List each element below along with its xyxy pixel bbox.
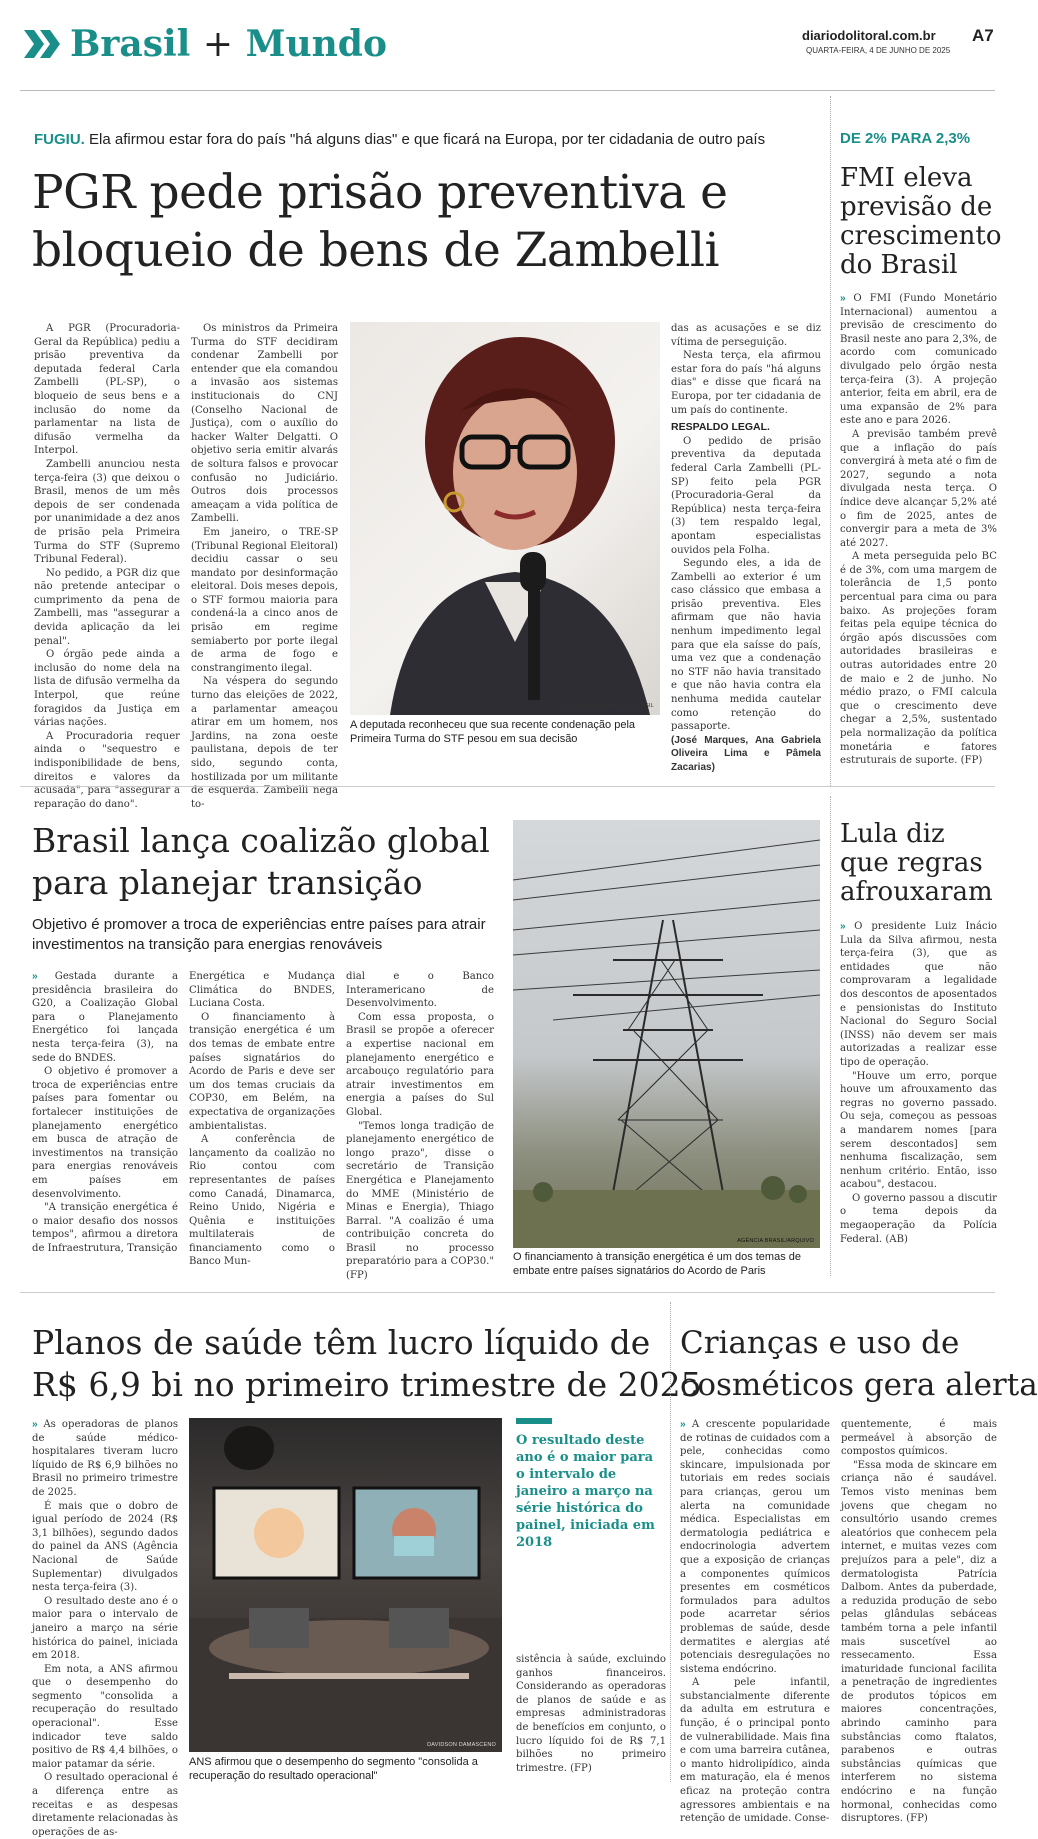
- story1-caption: A deputada reconheceu que sua recente condenação pela Primeira Turma do STF pesou em sua decisão: [350, 719, 636, 745]
- chevron-right-icon: [24, 28, 64, 60]
- story3-col1: » Gestada durante a presidência brasileira do G20, a Coalização Global para o Planejamento Energético foi lançada nesta terça-feira (3), na sede do BNDES. O objetivo é promover a troca de experiências entre países para fomentar ou fortalecer instituições de planejamento energético em busca de atração de investimentos na transição para energias renováveis em países em desenvolvimento. "A transição energética é o maior desafio dos nossos tempos", afirmou a diretora de Infraestrutura, Transição: [32, 971, 178, 1254]
- bottom-divider: [670, 1302, 671, 1782]
- arrow-marker-icon: »: [32, 971, 55, 982]
- story3-photo-credit: AGÊNCIA BRASIL/ARQUIVO: [737, 1238, 814, 1244]
- page-date: QUARTA-FEIRA, 4 DE JUNHO DE 2025: [806, 46, 951, 55]
- zambelli-photo: [350, 322, 660, 715]
- right-column-divider-2: [830, 796, 831, 1276]
- arrow-marker-icon: »: [840, 921, 855, 932]
- divider-row3: [20, 1292, 995, 1293]
- story3-col3: dial e o Banco Interamericano de Desenvolvimento. Com essa proposta, o Brasil se propõe a oferecer a expertise nacional em planejamento energético e arcabouço regulatório para atrair investimentos em energia a países do Sul Global. "Temos longa tradição de planejamento energético de longo prazo", disse o secretário de Transição Energética e Planejamento do MME (Ministério de Minas e Energia), Thiago Barral. "A coalizão é uma contribuição concreta do Brasil no processo preparatório para a COP30." (FP): [346, 971, 494, 1282]
- story2-headline: FMI eleva previsão de crescimento do Brasil: [840, 163, 1002, 280]
- story5-col3: sistência à saúde, excluindo ganhos financeiros. Considerando as operadoras de planos de saúde e as empresas administradoras de benefícios em conjunto, o lucro líquido foi de R$ 7,1 bilhões no primeiro trimestre. (FP): [516, 1654, 666, 1774]
- story4-headline: Lula diz que regras afrouxaram: [840, 819, 993, 907]
- story5-pullquote: O resultado deste ano é o maior para o intervalo de janeiro a março na série histórica do painel, iniciada em 2018: [516, 1433, 655, 1550]
- story1-headline: [32, 164, 832, 280]
- pullquote-bar: [516, 1418, 552, 1424]
- header-rule: [20, 90, 995, 91]
- ans-meeting-photo: [189, 1418, 502, 1752]
- story5-col1: » As operadoras de planos de saúde médico-hospitalares tiveram lucro líquido de R$ 6,9 bilhões no Brasil no primeiro trimestre de 2025. É mais que o dobro de igual período de 2024 (R$ 3,1 bilhões), segundo dados do painel da ANS (Agência Nacional de Saúde Suplementar) divulgados nesta terça-feira (3). O resultado deste ano é o maior para o intervalo de janeiro a março na série histórica do painel, iniciada em 2018. Em nota, a ANS afirmou que o desempenho do segmento "consolida a recuperação do resultado operacional". Esse indicador teve saldo positivo de R$ 4,4 bilhões, o maior patamar da série. O resultado operacional é a diferença entre as receitas e as despesas diretamente relacionadas às operações de as-: [32, 1419, 178, 1838]
- right-column-divider: [830, 96, 831, 786]
- section-header: [20, 22, 1000, 72]
- story3-deck: Objetivo é promover a troca de experiências entre países para atrair investimentos na transição para energias renováveis: [32, 916, 486, 953]
- story2-kicker: DE 2% PARA 2,3%: [840, 130, 971, 147]
- story3-caption: O financiamento à transição energética é um dos temas de embate entre países signatários do Acordo de Paris: [513, 1251, 801, 1277]
- story1-kicker-text: Ela afirmou estar fora do país "há alguns dias" e que ficará na Europa, por ter cidadania de outro país: [89, 131, 766, 148]
- story1-kicker: FUGIU.: [34, 131, 85, 148]
- story5-caption: ANS afirmou que o desempenho do segmento "consolida a recuperação do resultado operacional": [189, 1756, 478, 1782]
- story3-headline: Brasil lança coalizão global para planejar transição: [32, 821, 490, 902]
- arrow-marker-icon: »: [840, 293, 854, 304]
- arrow-marker-icon: »: [32, 1419, 44, 1430]
- site-name: diariodolitoral.com.br: [802, 28, 936, 43]
- story1-kicker-line: [34, 130, 824, 150]
- section-mundo: Mundo: [245, 23, 387, 65]
- story1-subhead: RESPALDO LEGAL.: [671, 421, 770, 434]
- story1-col1: A PGR (Procuradoria-Geral da República) pediu a prisão preventiva da deputada federal Carla Zambelli (PL-SP), o bloqueio de seus bens e a inclusão do nome da parlamentar na lista de difusão vermelha da Interpol. Zambelli anunciou nesta terça-feira (3) que deixou o Brasil, menos de um mês depois de ser condenada por unanimidade a dez anos de prisão pela Primeira Turma do STF (Supremo Tribunal Federal). No pedido, a PGR diz que não pretende antecipar o cumprimento da pena de Zambelli, mas "assegurar a devida aplicação da lei penal". O órgão pede ainda a inclusão do nome dela na lista de difusão vermelha da Interpol, que reúne foragidos da Justiça em várias nações. A Procuradoria requer ainda o "sequestro e indisponibilidade de bens, direitos e valores da acusada", para "assegurar a reparação do dano".: [34, 323, 180, 810]
- divider-row2: [20, 786, 995, 787]
- section-plus: +: [202, 24, 234, 65]
- story1-headline-line1: PGR pede prisão preventiva e: [32, 165, 728, 220]
- story6-headline: Crianças e uso de cosméticos gera alerta: [680, 1325, 1038, 1403]
- power-tower-photo: [513, 820, 820, 1248]
- arrow-marker-icon: »: [680, 1419, 692, 1430]
- story6-col1: » A crescente popularidade de rotinas de cuidados com a pele, conhecidas como skincare, impulsionada por tutoriais em redes sociais para crianças, gerou um alerta na comunidade médica. Especialistas em dermatologia pediátrica e endocrinologia advertem que a exposição de crianças a componentes químicos presentes em cosméticos formulados para adultos pode acarretar sérios problemas de saúde, desde dermatites e alergias até potenciais desregulações no sistema endócrino. A pele infantil, substancialmente diferente da adulta em estrutura e função, é o principal ponto de vulnerabilidade. Mais fina e com uma barreira cutânea, o manto hidrolipídico, ainda em maturação, ela é menos eficaz na proteção contra agressores ambientais e na retenção de umidade. Conse-: [680, 1419, 830, 1825]
- story4-body: » O presidente Luiz Inácio Lula da Silva afirmou, nesta terça-feira (3), que as entidades que não comprovaram a legalidade dos descontos de aposentados e pensionistas do Instituto Nacional do Seguro Social (INSS) não devem ser mais autorizadas a realizar esse tipo de operação. "Houve um erro, porque houve um afrouxamento das regras no governo passado. Ou seja, começou as pessoas a mandarem nomes [para serem descontados] sem nenhuma fiscalização, sem nenhum critério. Então, isso acabou", destacou. O governo passou a discutir o tema depois da megaoperação da Polícia Federal. (AB): [840, 921, 998, 1245]
- story1-photo-credit: LULA MARQUES/AGÊNCIA BRASIL: [558, 703, 654, 709]
- story5-headline: Planos de saúde têm lucro líquido de R$ 6,9 bi no primeiro trimestre de 2025: [32, 1323, 702, 1404]
- story6-col2: quentemente, é mais permeável à absorção de compostos químicos. "Essa moda de skincare em criança não é saudável. Temos visto meninas bem jovens que chegam no consultório usando cremes aleatórios que conhecem pela internet, e muitas vezes com prejuízos para a pele", diz a dermatologista Patrícia Dalbom. Antes da puberdade, a reduzida produção de sebo pelas glândulas sebáceas também torna a pele infantil mais suscetível ao ressecamento. Essa imaturidade funcional facilita a penetração de ingredientes de produtos tópicos em maiores concentrações, abrindo caminho para substâncias como ftalatos, parabenos e outras substâncias químicas que interferem no sistema endócrino e na função hormonal, conhecidas como disruptores. (FP): [841, 1419, 997, 1825]
- page-number: A7: [972, 26, 994, 45]
- story5-photo-credit: DAVIDSON DAMASCENO: [427, 1742, 496, 1748]
- story2-body: » O FMI (Fundo Monetário Internacional) aumentou a previsão de crescimento do Brasil neste ano para 2,3%, de acordo com comunicado divulgado pelo órgão nesta terça-feira (3). A projeção anterior, feita em abril, era de uma expansão de 2% para este ano e para 2026. A previsão também prevê que a inflação do país convergirá à meta até o fim de 2027, segundo a nota divulgada nesta terça. O índice deve alcançar 5,2% até o fim de 2025, antes de convergir para a meta de 3% até 2027. A meta perseguida pelo BC é de 3%, com uma margem de tolerância de 1,5 ponto percentual para cima ou para baixo. As projeções foram feitas pela equipe técnica do órgão após discussões com autoridades brasileiras e outras autoridades entre 20 de maio e 2 de junho. No médio prazo, o FMI calcula que o crescimento deve chegar a 2,5%, sustentado pela normalização da política monetária e fatores estruturais de suporte. (FP): [840, 293, 998, 767]
- story1-byline: (José Marques, Ana Gabriela Oliveira Lima e Pâmela Zacarias): [671, 734, 821, 773]
- story1-col3: das as acusações e se diz vítima de perseguição. Nesta terça, ela afirmou estar fora do país "há alguns dias" e disse que ficará na Europa, por ter cidadania de um país do continente. RESPALDO LEGAL. O pedido de prisão preventiva da deputada federal Carla Zambelli (PL-SP) feito pela PGR (Procuradoria-Geral da República) nesta terça-feira (3) tem respaldo legal, apontam especialistas ouvidos pela Folha. Segundo eles, a ida de Zambelli ao exterior é um caso clássico que embasa a prisão preventiva. Eles afirmam que não havia nenhum impedimento legal para que ela saísse do país, uma vez que a condenação no STF não havia transitado e que não havia contra ela nenhuma medida cautelar como retenção do passaporte. (José Marques, Ana Gabriela Oliveira Lima e Pâmela Zacarias): [671, 323, 821, 773]
- story1-col2: Os ministros da Primeira Turma do STF decidiram condenar Zambelli por entender que ela comandou a invasão aos sistemas institucionais do CNJ (Conselho Nacional de Justiça), com o auxílio do hacker Walter Delgatti. O objetivo seria emitir alvarás de soltura falsos e provocar confusão no Judiciário. Outros dois processos ameaçam a vida política de Zambelli. Em janeiro, o TRE-SP (Tribunal Regional Eleitoral) decidiu cassar o seu mandato por desinformação eleitoral. Dois meses depois, o STF formou maioria para condená-la a cinco anos de prisão em regime semiaberto por porte ilegal de arma de fogo e constrangimento ilegal. Na véspera do segundo turno das eleições de 2022, a parlamentar ameaçou atirar em um homem, nos Jardins, na zona oeste paulistana, depois de ter sido, segundo conta, hostilizada por um militante de esquerda. Zambelli nega to-: [191, 323, 338, 810]
- section-brasil: Brasil: [70, 23, 191, 65]
- story1-headline-line2: bloqueio de bens de Zambelli: [32, 223, 720, 278]
- story3-col2: Energética e Mudança Climática do BNDES, Luciana Costa. O financiamento à transição energética é um dos temas de embate entre países signatários do Acordo de Paris e deve ser um dos temas cruciais da COP30, em Belém, na expectativa de organizações ambientalistas. A conferência de lançamento da coalizão no Rio contou com representantes de países como Canadá, Dinamarca, Reino Unido, Nigéria e Quênia e instituições multilaterais de financiamento como o Banco Mun-: [189, 971, 335, 1268]
